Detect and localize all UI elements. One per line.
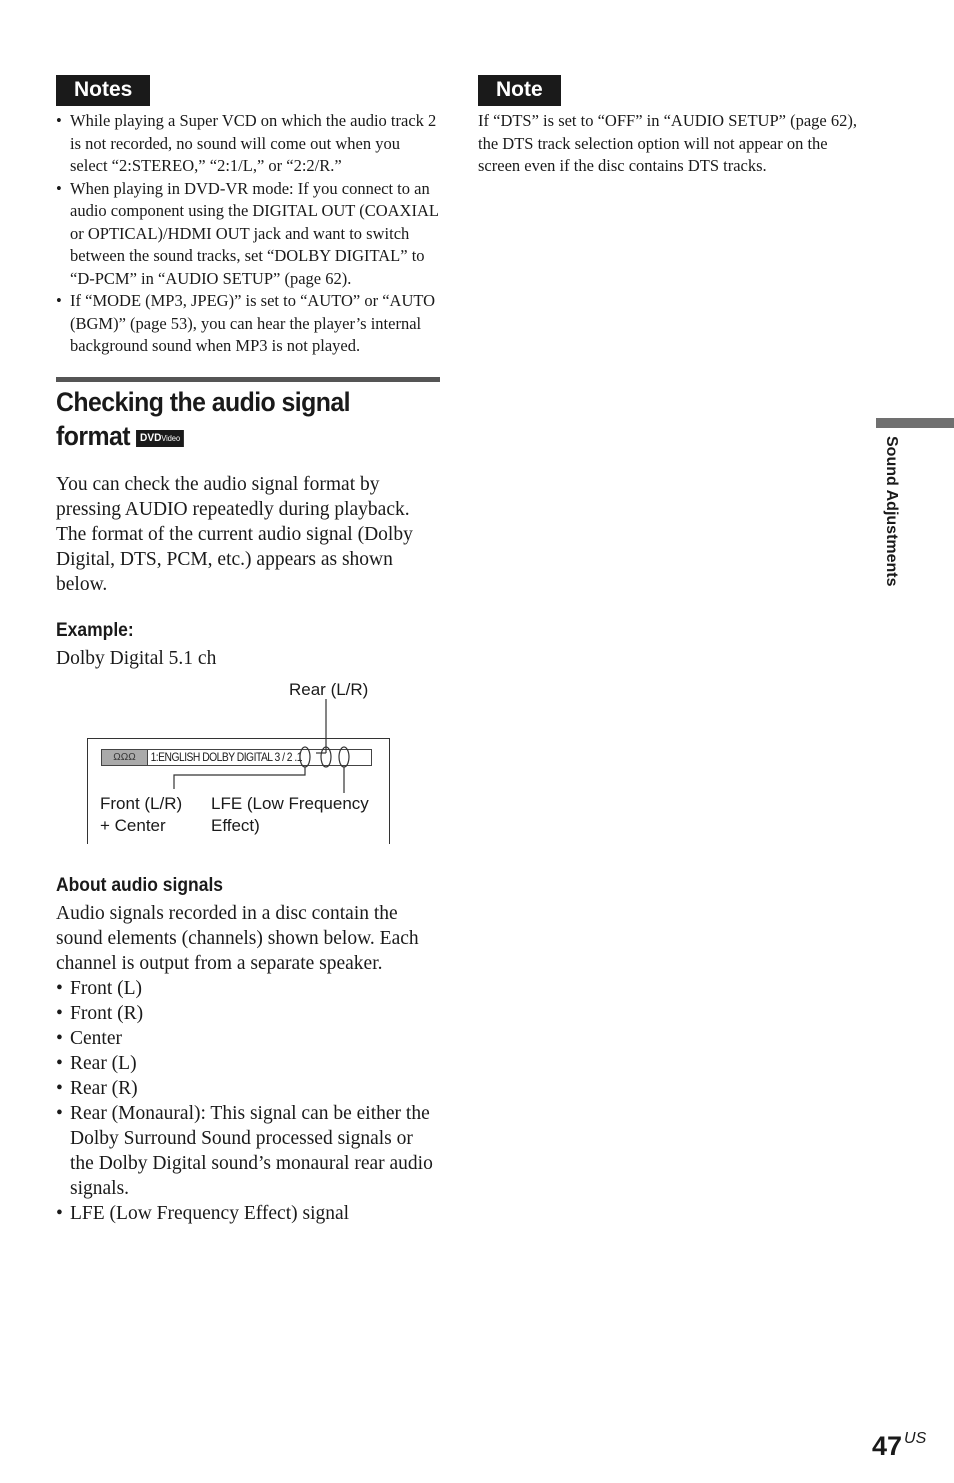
note-label: Note <box>478 75 561 106</box>
right-column <box>478 75 870 178</box>
page-number-value: 47 <box>872 1431 903 1461</box>
about-heading: About audio signals <box>56 874 224 896</box>
lfe-label <box>211 793 369 837</box>
channel-list <box>56 976 440 1226</box>
example-block <box>56 619 440 856</box>
left-column <box>56 75 440 1226</box>
dvd-badge-small: Video <box>161 433 181 443</box>
note-item: • When playing in DVD-VR mode: If you connect to an audio component using the DIGITAL OUT (COAXIAL or OPTICAL)/HDMI OUT jack and want to switch between the sound tracks, set “DOLBY DIGITAL” to “D-PCM” in “AUDIO SETUP” (page 62). <box>56 178 440 291</box>
lfe-label-line1: LFE (Low Frequency <box>211 793 369 813</box>
lfe-channel-circle <box>339 747 349 767</box>
channel-item: • Rear (Monaural): This signal can be either the Dolby Surround Sound processed signals or the Dolby Digital sound’s monaural rear audio signals. <box>56 1101 440 1201</box>
section-title-line2: format <box>56 420 130 451</box>
example-caption: Dolby Digital 5.1 ch <box>56 647 217 669</box>
section-side-label: Sound Adjustments <box>883 436 900 587</box>
section-title-line1: Checking the audio signal <box>56 386 350 417</box>
channel-item: • Front (R) <box>56 1001 440 1026</box>
about-block <box>56 874 440 1226</box>
dvd-video-badge <box>136 430 183 447</box>
about-text: Audio signals recorded in a disc contain the sound elements (channels) shown below. Each channel is output from a separate speaker. <box>56 902 419 974</box>
channel-item: • Center <box>56 1026 440 1051</box>
rear-label: Rear (L/R) <box>289 679 369 699</box>
page-number-suffix: US <box>904 1430 927 1447</box>
channel-item: • Rear (L) <box>56 1051 440 1076</box>
notes-list <box>56 110 440 358</box>
channel-item: • Front (L) <box>56 976 440 1001</box>
front-label-line2: + Center <box>100 815 166 835</box>
section-intro: You can check the audio signal format by pressing AUDIO repeatedly during playback. The format of the current audio signal (Dolby Digital, DTS, PCM, etc.) appears as shown below. <box>56 473 413 595</box>
notes-label: Notes <box>56 75 150 106</box>
audio-format-diagram <box>56 671 440 856</box>
example-heading: Example: <box>56 619 134 641</box>
note-text: If “DTS” is set to “OFF” in “AUDIO SETUP” (page 62), the DTS track selection option will not appear on the screen even if the disc contains DTS tracks. <box>478 111 857 175</box>
channel-item: • Rear (R) <box>56 1076 440 1101</box>
audio-icon: ΩΩΩ <box>102 750 148 765</box>
page-number <box>872 1422 926 1463</box>
section-side-tab <box>876 418 954 428</box>
dvd-badge-main: DVD <box>140 431 162 444</box>
front-callout-line <box>174 767 305 789</box>
channel-item: • LFE (Low Frequency Effect) signal <box>56 1201 440 1226</box>
note-item: • If “MODE (MP3, JPEG)” is set to “AUTO” or “AUTO (BGM)” (page 53), you can hear the player’s internal background sound when MP3 is not played. <box>56 290 440 358</box>
lfe-label-line2: Effect) <box>211 815 260 835</box>
note-item: • While playing a Super VCD on which the audio track 2 is not recorded, no sound will come out when you select “2:STEREO,” “2:1/L,” or “2:2/R.” <box>56 110 440 178</box>
front-label-line1: Front (L/R) <box>100 793 183 813</box>
section-title <box>56 385 409 453</box>
front-channel-circle <box>300 747 310 767</box>
front-center-label <box>100 793 182 837</box>
osd-track-text: 1:ENGLISH DOLBY DIGITAL 3 / 2 .1 <box>150 749 302 764</box>
section-rule <box>56 377 440 382</box>
